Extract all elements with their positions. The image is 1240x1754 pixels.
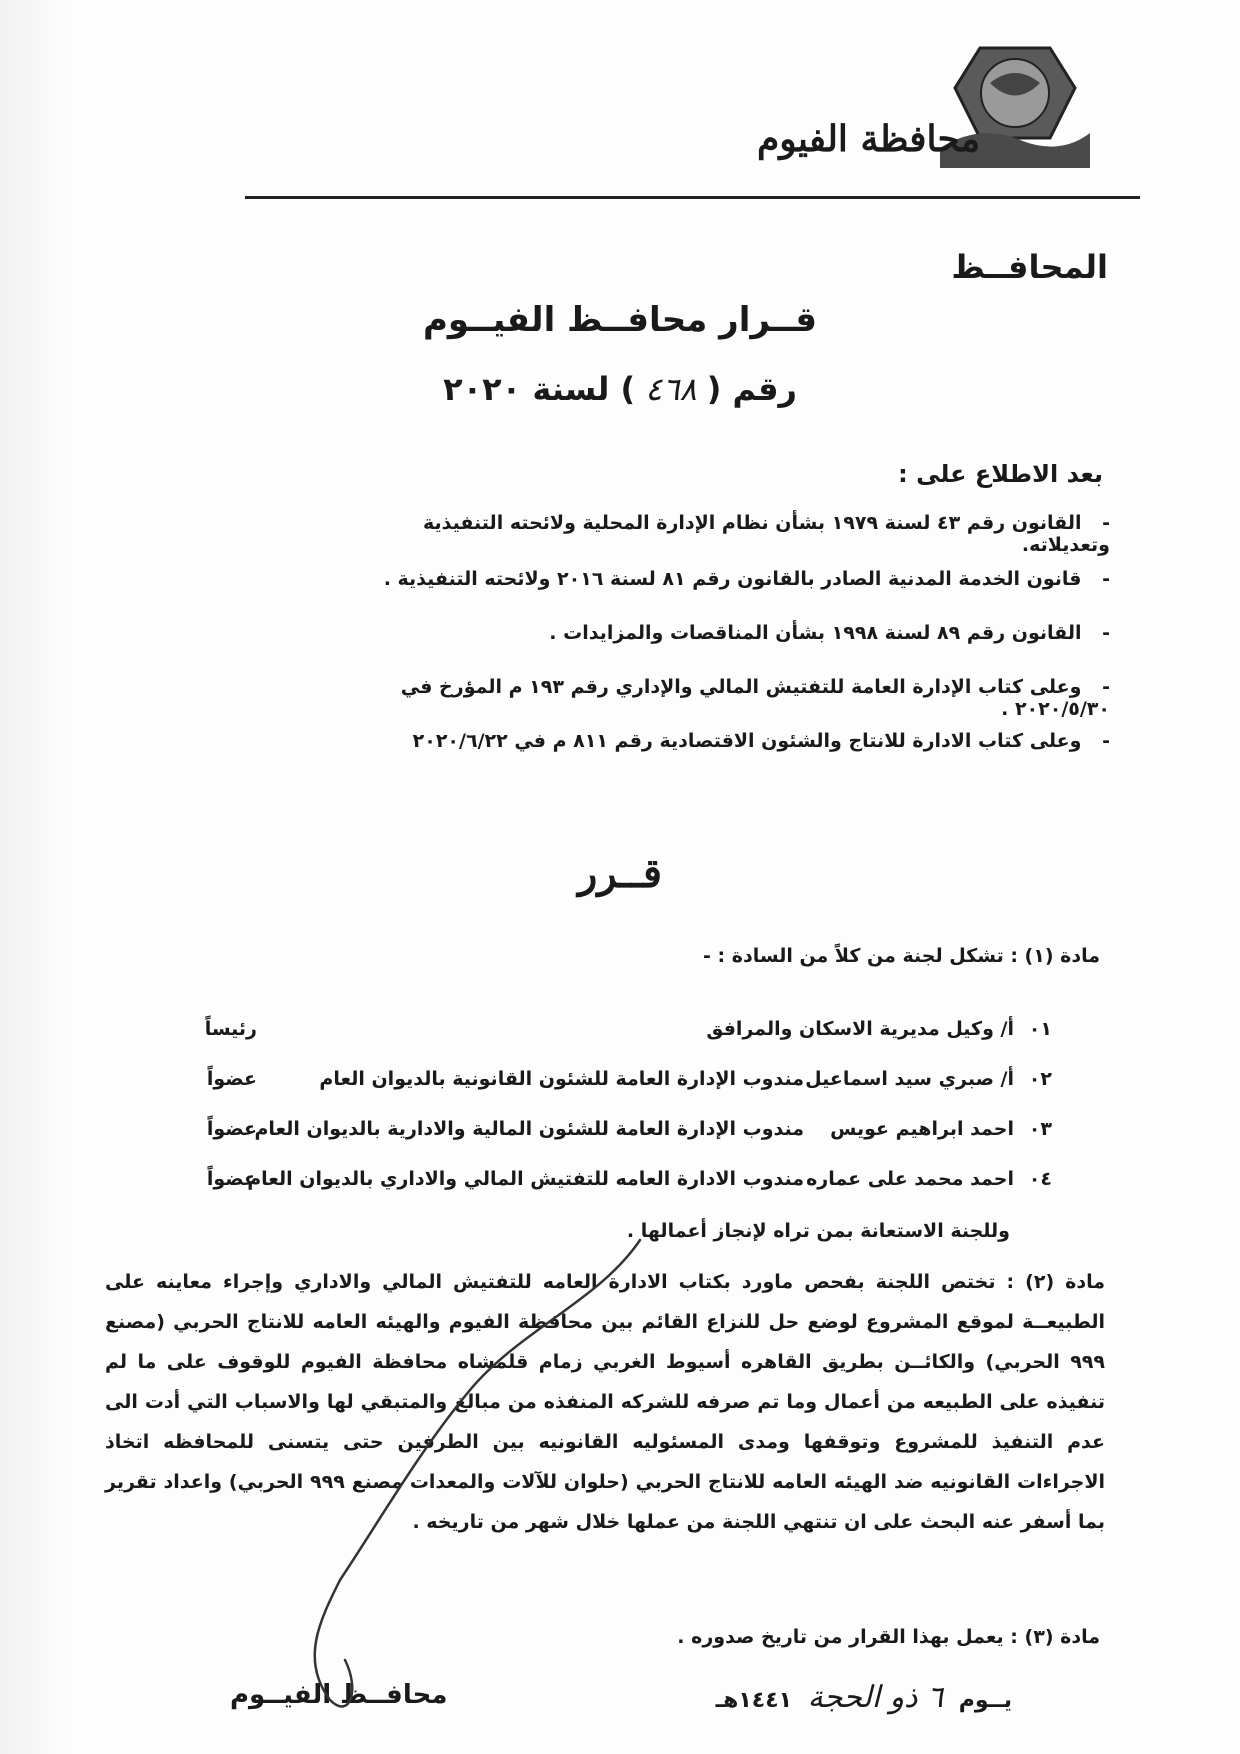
member-number: ٠٣ [1028, 1118, 1052, 1140]
member-name: احمد محمد على عماره [806, 1168, 1014, 1190]
member-description: مندوب الإدارة العامة للشئون القانونية بالديوان العام [319, 1068, 804, 1090]
committee-member-row [152, 1118, 1052, 1148]
decides-heading: قــرر [578, 850, 662, 897]
member-role: عضواً [206, 1068, 257, 1090]
article-3: مادة (٣) : يعمل بهذا القرار من تاريخ صدوره . [677, 1626, 1100, 1648]
preamble-heading: بعد الاطلاع على : [898, 460, 1103, 488]
header-divider [245, 196, 1140, 199]
article-2 [105, 1262, 1105, 1542]
member-role: رئيساً [204, 1018, 257, 1040]
recital-item: - القانون رقم ٤٣ لسنة ١٩٧٩ بشأن نظام الإدارة المحلية ولائحته التنفيذية وتعديلاته. [350, 512, 1110, 556]
committee-member-row [152, 1068, 1052, 1098]
date-handwritten: ٦ ذو الحجة [807, 1680, 944, 1715]
recital-item: - وعلى كتاب الإدارة العامة للتفتيش المالي والإداري رقم ١٩٣ م المؤرخ في ٢٠٢٠/٥/٣٠ . [350, 676, 1110, 720]
signature-title: محافــظ الفيــوم [230, 1680, 448, 1710]
member-description: مندوب الادارة العامه للتفتيش المالي والاداري بالديوان العام [247, 1168, 804, 1190]
member-name: أ/ وكيل مديرية الاسكان والمرافق [706, 1018, 1014, 1040]
member-number: ٠١ [1028, 1018, 1052, 1040]
member-name: احمد ابراهيم عويس [830, 1118, 1014, 1140]
member-name: أ/ صبري سيد اسماعيل [805, 1068, 1014, 1090]
recital-item: - القانون رقم ٨٩ لسنة ١٩٩٨ بشأن المناقصات والمزايدات . [350, 622, 1110, 644]
member-role: عضواً [206, 1118, 257, 1140]
governor-label: المحافــظ [951, 248, 1108, 286]
recital-item: - قانون الخدمة المدنية الصادر بالقانون رقم ٨١ لسنة ٢٠١٦ ولائحته التنفيذية . [350, 568, 1110, 590]
article-1: مادة (١) : تشكل لجنة من كلاً من السادة : - [703, 945, 1100, 967]
decision-title: قــرار محافــظ الفيــوم [422, 300, 818, 340]
member-role: عضواً [206, 1168, 257, 1190]
committee-member-row [152, 1018, 1052, 1048]
article-2-text: تختص اللجنة بفحص ماورد بكتاب الادارة العامه للتفتيش المالي والاداري وإجراء معاينه على الطبيعــة لموقع المشروع لوضع حل للنزاع القائم بين محافظة الفيوم والهيئه العامه للانتاج الحربي (مصنع ٩٩٩ الحربي) والكائــن بطريق القاهره أسيوط الغربي زمام قلمشاه محافظة الفيوم للوقوف على ما لم تنفيذه على الطبيعه من أعمال وما تم صرفه للشركه المنفذه من مبالغ والمتبقي لها والاسباب التي أدت الى عدم التنفيذ للمشروع وتوقفها ومدى المسئوليه القانونيه بين الطرفين حتى يتسنى للمحافظه اتخاذ الاجراءات القانونيه ضد الهيئه العامه للانتاج الحربي (حلوان للآلات والمعدات مصنع ٩٩٩ الحربي) واعداد تقرير بما أسفر عنه البحث على ان تنتهي اللجنة من عملها خلال شهر من تاريخه . [105, 1271, 1106, 1533]
number-prefix: رقم ( [706, 370, 797, 408]
number-value: ٤٦٨ [645, 370, 697, 408]
member-number: ٠٤ [1028, 1168, 1052, 1190]
committee-member-row [152, 1168, 1052, 1198]
article-2-label: مادة (٢) : [1006, 1271, 1105, 1293]
date-prefix: يــوم [958, 1688, 1012, 1713]
committee-note: وللجنة الاستعانة بمن تراه لإنجاز أعمالها . [626, 1220, 1010, 1242]
number-suffix: ) لسنة ٢٠٢٠ [443, 370, 636, 408]
issue-date [716, 1680, 1012, 1715]
recital-item: - وعلى كتاب الادارة للانتاج والشئون الاقتصادية رقم ٨١١ م في ٢٠٢٠/٦/٢٢ [350, 730, 1110, 752]
member-number: ٠٢ [1028, 1068, 1052, 1090]
date-year: ١٤٤١هـ [715, 1688, 793, 1713]
member-description: مندوب الإدارة العامة للشئون المالية والادارية بالديوان العام [254, 1118, 804, 1140]
governorate-header: محافظة الفيوم [757, 118, 980, 160]
decision-number [0, 370, 1240, 408]
